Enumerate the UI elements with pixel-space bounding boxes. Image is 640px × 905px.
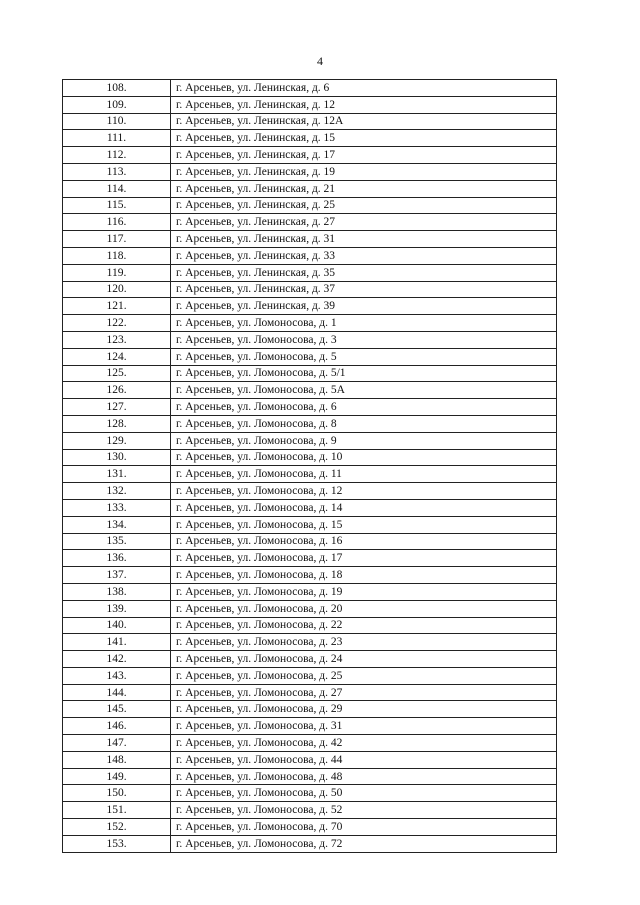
table-row [63, 197, 557, 214]
address-cell: г. Арсеньев, ул. Ломоносова, д. 20 [171, 600, 557, 617]
row-number-cell: 144. [63, 684, 171, 701]
address-cell: г. Арсеньев, ул. Ломоносова, д. 8 [171, 415, 557, 432]
address-cell: г. Арсеньев, ул. Ломоносова, д. 6 [171, 399, 557, 416]
row-number-cell: 121. [63, 298, 171, 315]
row-number-cell: 141. [63, 634, 171, 651]
row-number-cell: 135. [63, 533, 171, 550]
table-row [63, 751, 557, 768]
table-row [63, 533, 557, 550]
table-row [63, 835, 557, 852]
address-cell: г. Арсеньев, ул. Ломоносова, д. 29 [171, 701, 557, 718]
row-number-cell: 127. [63, 399, 171, 416]
address-cell: г. Арсеньев, ул. Ленинская, д. 12А [171, 113, 557, 130]
row-number-cell: 124. [63, 348, 171, 365]
row-number-cell: 110. [63, 113, 171, 130]
table-row [63, 298, 557, 315]
table-row [63, 499, 557, 516]
table-row [63, 583, 557, 600]
address-cell: г. Арсеньев, ул. Ломоносова, д. 5 [171, 348, 557, 365]
row-number-cell: 122. [63, 315, 171, 332]
address-cell: г. Арсеньев, ул. Ломоносова, д. 15 [171, 516, 557, 533]
address-cell: г. Арсеньев, ул. Ломоносова, д. 3 [171, 331, 557, 348]
row-number-cell: 113. [63, 163, 171, 180]
table-row [63, 264, 557, 281]
row-number-cell: 142. [63, 651, 171, 668]
address-cell: г. Арсеньев, ул. Ленинская, д. 31 [171, 231, 557, 248]
address-cell: г. Арсеньев, ул. Ломоносова, д. 27 [171, 684, 557, 701]
address-cell: г. Арсеньев, ул. Ломоносова, д. 5А [171, 382, 557, 399]
row-number-cell: 123. [63, 331, 171, 348]
table-row [63, 735, 557, 752]
address-cell: г. Арсеньев, ул. Ломоносова, д. 19 [171, 583, 557, 600]
table-row [63, 247, 557, 264]
row-number-cell: 148. [63, 751, 171, 768]
row-number-cell: 147. [63, 735, 171, 752]
row-number-cell: 109. [63, 96, 171, 113]
row-number-cell: 108. [63, 80, 171, 97]
table-row [63, 819, 557, 836]
table-row [63, 550, 557, 567]
row-number-cell: 118. [63, 247, 171, 264]
page-number: 4 [317, 54, 323, 68]
table-row [63, 315, 557, 332]
address-cell: г. Арсеньев, ул. Ленинская, д. 35 [171, 264, 557, 281]
address-cell: г. Арсеньев, ул. Ломоносова, д. 22 [171, 617, 557, 634]
address-cell: г. Арсеньев, ул. Ломоносова, д. 52 [171, 802, 557, 819]
row-number-cell: 151. [63, 802, 171, 819]
row-number-cell: 139. [63, 600, 171, 617]
row-number-cell: 136. [63, 550, 171, 567]
address-cell: г. Арсеньев, ул. Ломоносова, д. 24 [171, 651, 557, 668]
address-cell: г. Арсеньев, ул. Ленинская, д. 37 [171, 281, 557, 298]
row-number-cell: 153. [63, 835, 171, 852]
table-row [63, 667, 557, 684]
address-cell: г. Арсеньев, ул. Ленинская, д. 17 [171, 147, 557, 164]
table-row [63, 483, 557, 500]
address-cell: г. Арсеньев, ул. Ленинская, д. 15 [171, 130, 557, 147]
address-cell: г. Арсеньев, ул. Ленинская, д. 39 [171, 298, 557, 315]
address-cell: г. Арсеньев, ул. Ломоносова, д. 48 [171, 768, 557, 785]
row-number-cell: 114. [63, 180, 171, 197]
table-row [63, 348, 557, 365]
address-cell: г. Арсеньев, ул. Ломоносова, д. 1 [171, 315, 557, 332]
address-cell: г. Арсеньев, ул. Ломоносова, д. 11 [171, 466, 557, 483]
table-row [63, 785, 557, 802]
address-cell: г. Арсеньев, ул. Ломоносова, д. 31 [171, 718, 557, 735]
row-number-cell: 129. [63, 432, 171, 449]
row-number-cell: 140. [63, 617, 171, 634]
table-row [63, 567, 557, 584]
row-number-cell: 143. [63, 667, 171, 684]
table-row [63, 80, 557, 97]
address-cell: г. Арсеньев, ул. Ломоносова, д. 14 [171, 499, 557, 516]
table-row [63, 130, 557, 147]
row-number-cell: 115. [63, 197, 171, 214]
table-row [63, 516, 557, 533]
address-cell: г. Арсеньев, ул. Ломоносова, д. 18 [171, 567, 557, 584]
row-number-cell: 128. [63, 415, 171, 432]
address-cell: г. Арсеньев, ул. Ломоносова, д. 23 [171, 634, 557, 651]
table-row [63, 449, 557, 466]
table-row [63, 701, 557, 718]
row-number-cell: 131. [63, 466, 171, 483]
address-cell: г. Арсеньев, ул. Ломоносова, д. 72 [171, 835, 557, 852]
address-cell: г. Арсеньев, ул. Ломоносова, д. 12 [171, 483, 557, 500]
address-cell: г. Арсеньев, ул. Ломоносова, д. 44 [171, 751, 557, 768]
table-row [63, 432, 557, 449]
address-cell: г. Арсеньев, ул. Ленинская, д. 21 [171, 180, 557, 197]
table-row [63, 281, 557, 298]
row-number-cell: 138. [63, 583, 171, 600]
table-row [63, 802, 557, 819]
address-cell: г. Арсеньев, ул. Ленинская, д. 12 [171, 96, 557, 113]
table-row [63, 684, 557, 701]
row-number-cell: 149. [63, 768, 171, 785]
address-cell: г. Арсеньев, ул. Ломоносова, д. 5/1 [171, 365, 557, 382]
table-row [63, 331, 557, 348]
table-row [63, 163, 557, 180]
table-row [63, 399, 557, 416]
row-number-cell: 111. [63, 130, 171, 147]
address-cell: г. Арсеньев, ул. Ломоносова, д. 17 [171, 550, 557, 567]
row-number-cell: 125. [63, 365, 171, 382]
row-number-cell: 134. [63, 516, 171, 533]
address-cell: г. Арсеньев, ул. Ломоносова, д. 70 [171, 819, 557, 836]
table-row [63, 365, 557, 382]
row-number-cell: 145. [63, 701, 171, 718]
address-cell: г. Арсеньев, ул. Ломоносова, д. 50 [171, 785, 557, 802]
address-cell: г. Арсеньев, ул. Ломоносова, д. 9 [171, 432, 557, 449]
address-cell: г. Арсеньев, ул. Ломоносова, д. 16 [171, 533, 557, 550]
address-cell: г. Арсеньев, ул. Ленинская, д. 25 [171, 197, 557, 214]
address-cell: г. Арсеньев, ул. Ленинская, д. 19 [171, 163, 557, 180]
table-row [63, 113, 557, 130]
table-row [63, 617, 557, 634]
row-number-cell: 150. [63, 785, 171, 802]
row-number-cell: 117. [63, 231, 171, 248]
row-number-cell: 137. [63, 567, 171, 584]
row-number-cell: 119. [63, 264, 171, 281]
row-number-cell: 126. [63, 382, 171, 399]
table-row [63, 768, 557, 785]
table-row [63, 382, 557, 399]
row-number-cell: 130. [63, 449, 171, 466]
table-row [63, 634, 557, 651]
table-row [63, 415, 557, 432]
row-number-cell: 132. [63, 483, 171, 500]
row-number-cell: 116. [63, 214, 171, 231]
table-row [63, 651, 557, 668]
row-number-cell: 152. [63, 819, 171, 836]
row-number-cell: 146. [63, 718, 171, 735]
address-table-body [63, 80, 557, 853]
table-row [63, 718, 557, 735]
table-row [63, 147, 557, 164]
table-row [63, 466, 557, 483]
address-cell: г. Арсеньев, ул. Ленинская, д. 33 [171, 247, 557, 264]
table-row [63, 600, 557, 617]
address-table [62, 79, 557, 853]
address-cell: г. Арсеньев, ул. Ломоносова, д. 25 [171, 667, 557, 684]
table-row [63, 96, 557, 113]
row-number-cell: 120. [63, 281, 171, 298]
address-cell: г. Арсеньев, ул. Ломоносова, д. 42 [171, 735, 557, 752]
row-number-cell: 133. [63, 499, 171, 516]
address-cell: г. Арсеньев, ул. Ленинская, д. 27 [171, 214, 557, 231]
row-number-cell: 112. [63, 147, 171, 164]
table-row [63, 214, 557, 231]
table-row [63, 180, 557, 197]
address-cell: г. Арсеньев, ул. Ленинская, д. 6 [171, 80, 557, 97]
table-row [63, 231, 557, 248]
address-cell: г. Арсеньев, ул. Ломоносова, д. 10 [171, 449, 557, 466]
